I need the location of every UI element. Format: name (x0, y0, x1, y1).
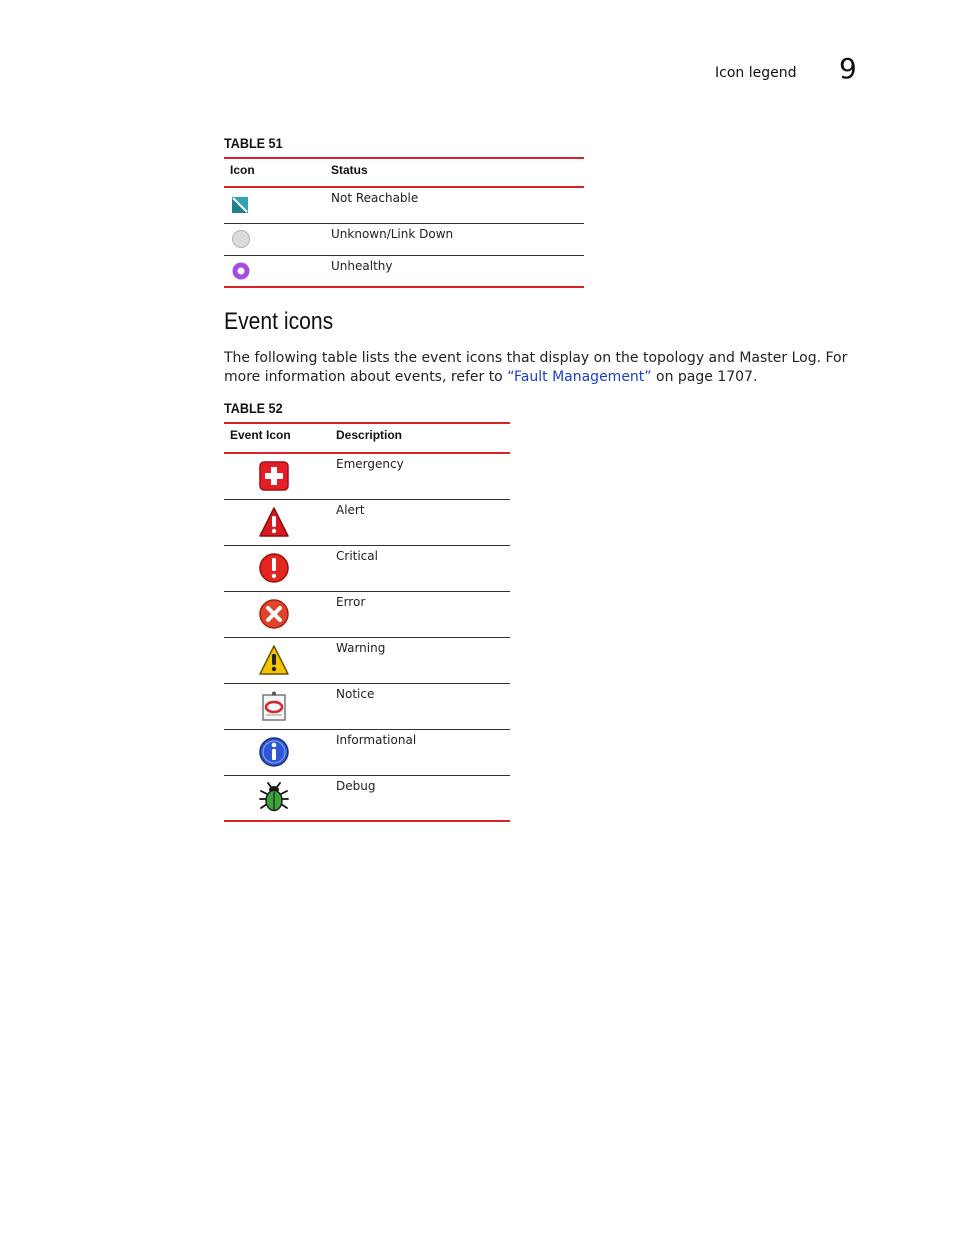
status-text: Unknown/Link Down (331, 226, 454, 241)
table-52-caption: TABLE 52 (224, 400, 283, 416)
informational-icon (258, 736, 290, 768)
intro-paragraph (224, 349, 854, 387)
event-description: Warning (336, 640, 386, 655)
column-header-event-icon: Event Icon (230, 428, 291, 442)
table-row (224, 499, 510, 545)
table-header-row (224, 423, 510, 453)
fault-management-link[interactable]: “Fault Management” (507, 369, 652, 385)
column-header-description: Description (336, 428, 403, 442)
chapter-number: 9 (839, 52, 857, 85)
table-row (224, 255, 584, 287)
table-row (224, 545, 510, 591)
error-icon (258, 598, 290, 630)
warning-icon (258, 644, 290, 676)
column-header-status: Status (331, 163, 368, 177)
event-description: Informational (336, 732, 417, 747)
notice-icon (258, 690, 290, 722)
table-header-row (224, 158, 584, 187)
status-text: Not Reachable (331, 191, 419, 205)
event-description: Error (336, 594, 366, 609)
unhealthy-icon (231, 261, 251, 281)
table-row (224, 591, 510, 637)
event-description: Emergency (336, 457, 404, 471)
section-title: Event icons (224, 308, 334, 335)
table-row (224, 729, 510, 775)
event-description: Critical (336, 548, 378, 563)
event-description: Notice (336, 686, 375, 701)
status-text: Unhealthy (331, 258, 393, 273)
table-row (224, 775, 510, 821)
table-row (224, 637, 510, 683)
status-icons-table (224, 157, 584, 288)
table-row (224, 453, 510, 499)
unknown-link-down-icon (231, 229, 251, 249)
event-icons-table (224, 422, 510, 822)
column-header-icon: Icon (230, 163, 255, 177)
table-51-caption: TABLE 51 (224, 135, 283, 151)
running-header-section: Icon legend (715, 65, 797, 81)
alert-icon (258, 506, 290, 538)
debug-icon (258, 782, 290, 814)
emergency-icon (258, 460, 290, 492)
table-row (224, 223, 584, 255)
critical-icon (258, 552, 290, 584)
intro-text: The following table lists the event icons that display on the topology and Master Log. For more information about events, refer to (224, 350, 848, 385)
table-row (224, 187, 584, 223)
event-description: Alert (336, 502, 365, 517)
event-description: Debug (336, 778, 376, 793)
table-row (224, 683, 510, 729)
intro-text-end: on page 1707. (651, 369, 758, 385)
not-reachable-icon (231, 196, 249, 214)
